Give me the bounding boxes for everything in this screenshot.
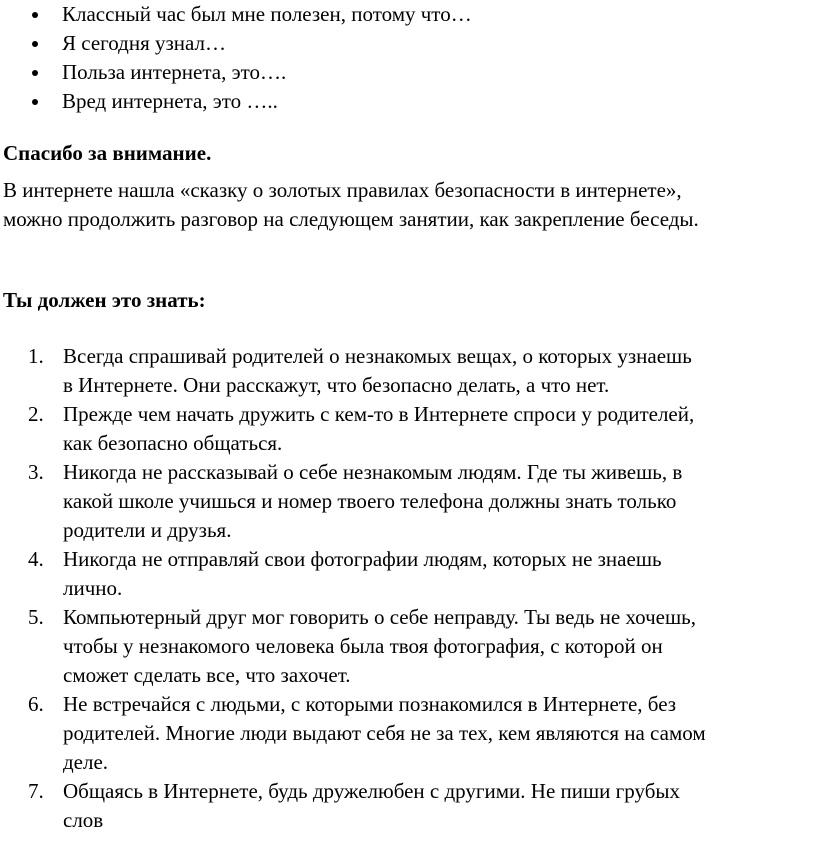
list-item (32, 87, 472, 116)
rule-line: деле. (63, 750, 109, 774)
rule-item (28, 400, 813, 458)
bullet-text: Классный час был мне полезен, потому что… (62, 2, 472, 26)
rule-item (28, 458, 813, 545)
rule-line: слов (63, 808, 104, 832)
list-item (32, 58, 472, 87)
rule-line: Никогда не рассказывай о себе незнакомым людям. Где ты живешь, в (63, 460, 683, 484)
rule-line: как безопасно общаться. (63, 431, 283, 455)
rule-number: 6. (28, 692, 44, 716)
rule-item (28, 545, 813, 603)
bullet-text: Вред интернета, это ….. (62, 89, 278, 113)
rule-line: Прежде чем начать дружить с кем-то в Интернете спроси у родителей, (63, 402, 695, 426)
rule-line: чтобы у незнакомого человека была твоя фотография, с которой он (63, 634, 663, 658)
rule-number: 7. (28, 779, 44, 803)
safety-rules-list (28, 342, 813, 835)
rule-number: 4. (28, 547, 44, 571)
bullet-icon (32, 41, 38, 47)
bullet-icon (32, 70, 38, 76)
rule-line: Не встречайся с людьми, с которыми познакомился в Интернете, без (63, 692, 677, 716)
bullet-text: Польза интернета, это…. (62, 60, 287, 84)
reflection-bullet-list (0, 0, 472, 116)
rule-line: Никогда не отправляй свои фотографии людям, которых не знаешь (63, 547, 662, 571)
rule-line: Всегда спрашивай родителей о незнакомых вещах, о которых узнаешь (63, 344, 692, 368)
intro-paragraph (3, 176, 813, 234)
rule-number: 3. (28, 460, 44, 484)
intro-line: В интернете нашла «сказку о золотых правилах безопасности в интернете», (3, 178, 682, 202)
rule-line: сможет сделать все, что захочет. (63, 663, 351, 687)
bullet-icon (32, 99, 38, 105)
rule-item (28, 690, 813, 777)
rule-number: 1. (28, 344, 44, 368)
rule-number: 5. (28, 605, 44, 629)
rule-line: в Интернете. Они расскажут, что безопасно делать, а что нет. (63, 373, 610, 397)
thanks-heading: Спасибо за внимание. (3, 141, 212, 165)
rule-line: лично. (63, 576, 123, 600)
rule-item (28, 342, 813, 400)
bullet-icon (32, 12, 38, 18)
list-item (32, 0, 472, 29)
rule-item (28, 777, 813, 835)
intro-line: можно продолжить разговор на следующем занятии, как закрепление беседы. (3, 207, 699, 231)
rule-item (28, 603, 813, 690)
rule-line: Общаясь в Интернете, будь дружелюбен с другими. Не пиши грубых (63, 779, 680, 803)
rule-line: родители и друзья. (63, 518, 232, 542)
rule-number: 2. (28, 402, 44, 426)
rules-heading: Ты должен это знать: (3, 288, 206, 312)
rule-line: Компьютерный друг мог говорить о себе неправду. Ты ведь не хочешь, (63, 605, 696, 629)
rule-line: какой школе учишься и номер твоего телефона должны знать только (63, 489, 677, 513)
bullet-text: Я сегодня узнал… (62, 31, 226, 55)
list-item (32, 29, 472, 58)
rule-line: родителей. Многие люди выдают себя не за тех, кем являются на самом (63, 721, 706, 745)
